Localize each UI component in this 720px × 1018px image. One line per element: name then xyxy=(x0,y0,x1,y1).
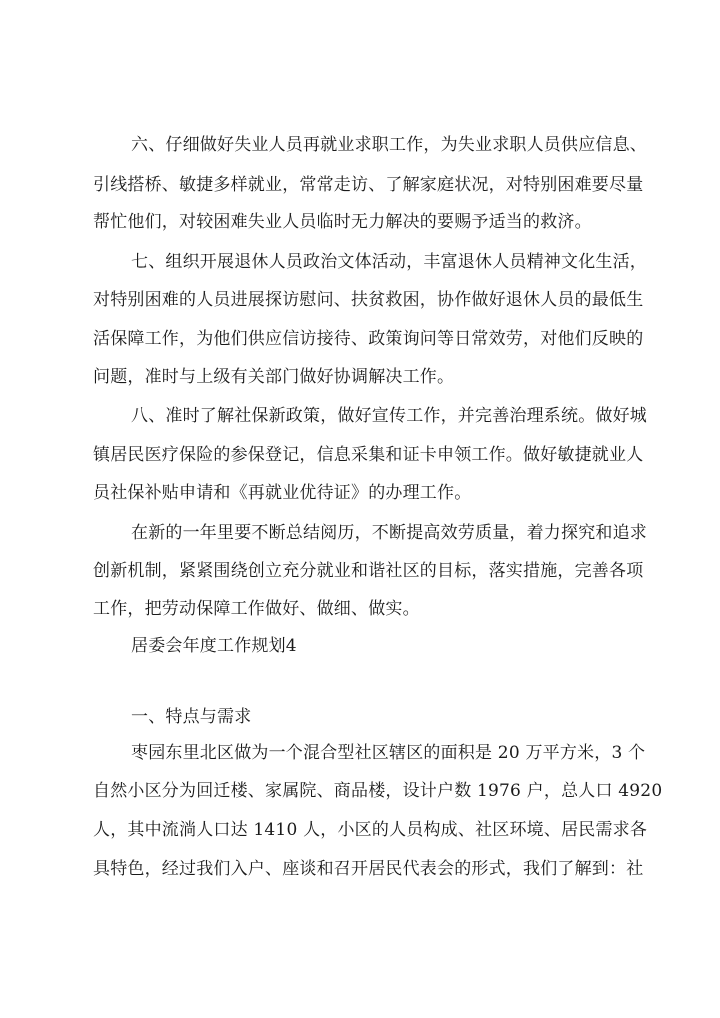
paragraph-7-line-4: 问题，准时与上级有关部门做好协调解决工作。 xyxy=(93,367,455,387)
paragraph-7-line-3: 活保障工作，为他们供应信访接待、政策询问等日常效劳，对他们反映的 xyxy=(93,329,644,349)
intro-paragraph-line-4: 具特色，经过我们入户、座谈和召开居民代表会的形式，我们了解到：社 xyxy=(93,859,644,879)
paragraph-6-line-2: 引线搭桥、敏捷多样就业，常常走访、了解家庭状况，对特别困难要尽量 xyxy=(93,175,644,195)
section-title: 居委会年度工作规划4 xyxy=(131,636,297,656)
paragraph-7-line-1: 七、组织开展退休人员政治文体活动，丰富退休人员精神文化生活， xyxy=(131,252,647,272)
paragraph-8-line-1: 八、准时了解社保新政策，做好宣传工作，并完善治理系统。做好城 xyxy=(131,406,647,426)
closing-paragraph-line-2: 创新机制，紧紧围绕创立充分就业和谐社区的目标，落实措施，完善各项 xyxy=(93,561,644,581)
paragraph-8-line-2: 镇居民医疗保险的参保登记，信息采集和证卡申领工作。做好敏捷就业人 xyxy=(93,445,644,465)
paragraph-6-line-1: 六、仔细做好失业人员再就业求职工作，为失业求职人员供应信息、 xyxy=(131,135,647,155)
closing-paragraph-line-1: 在新的一年里要不断总结阅历，不断提高效劳质量，着力探究和追求 xyxy=(131,523,647,543)
closing-paragraph-line-3: 工作，把劳动保障工作做好、做细、做实。 xyxy=(93,599,420,619)
paragraph-7-line-2: 对特别困难的人员进展探访慰问、扶贫救困，协作做好退休人员的最低生 xyxy=(93,290,644,310)
heading-features-and-needs: 一、特点与需求 xyxy=(131,707,252,727)
paragraph-6-line-3: 帮忙他们，对较困难失业人员临时无力解决的要赐予适当的救济。 xyxy=(93,212,592,232)
paragraph-8-line-3: 员社保补贴申请和《再就业优待证》的办理工作。 xyxy=(93,483,472,503)
intro-paragraph-line-3: 人，其中流淌人口达 1410 人，小区的人员构成、社区环境、居民需求各 xyxy=(93,820,648,840)
intro-paragraph-line-2: 自然小区分为回迁楼、家属院、商品楼，设计户数 1976 户，总人口 4920 xyxy=(93,781,663,801)
intro-paragraph-line-1: 枣园东里北区做为一个混合型社区辖区的面积是 20 万平方米，3 个 xyxy=(131,743,646,763)
